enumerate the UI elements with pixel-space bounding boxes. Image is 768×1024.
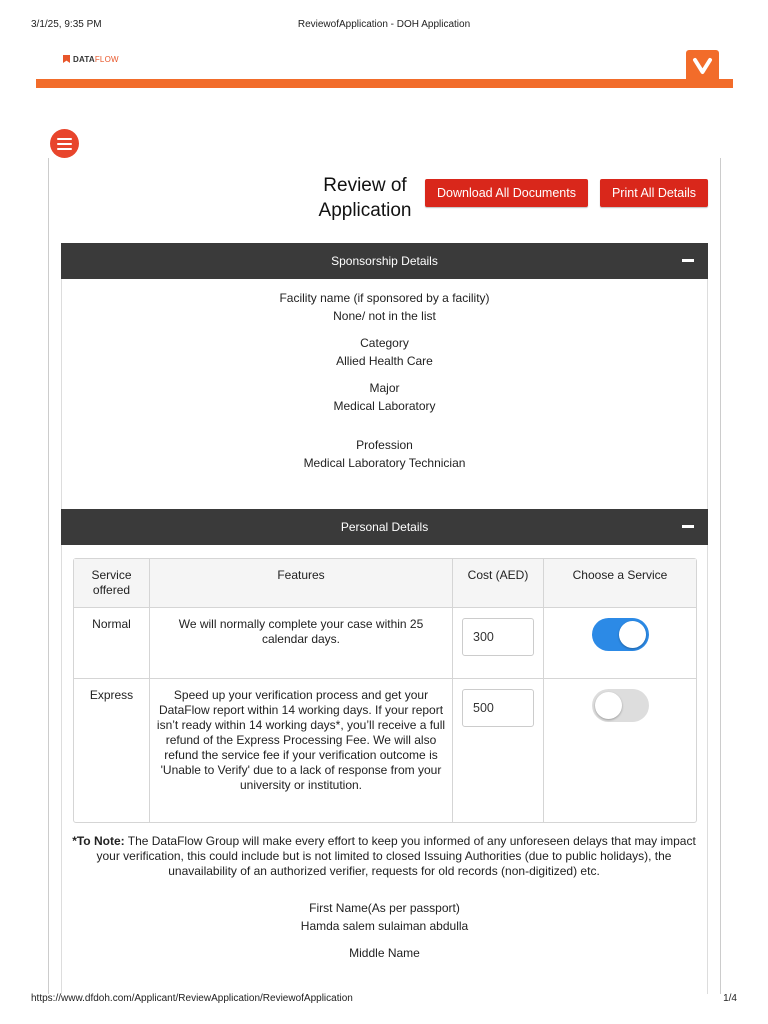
- frame-border-left: [48, 158, 49, 994]
- service-name: Express: [74, 679, 150, 822]
- personal-details-title: Personal Details: [340, 520, 429, 534]
- header-accent-bar: [36, 79, 733, 88]
- collapse-minus-icon[interactable]: [682, 525, 694, 528]
- field-label: Profession: [356, 438, 413, 452]
- sponsorship-details-header[interactable]: [61, 243, 708, 279]
- service-table: [73, 558, 697, 823]
- column-header: Cost (AED): [453, 559, 544, 607]
- middle-name-field: [61, 944, 708, 962]
- table-row-express: [74, 679, 696, 822]
- print-all-details-button[interactable]: Print All Details: [600, 179, 708, 207]
- choose-cell: [544, 608, 696, 678]
- page-title-line1: Review of: [323, 175, 407, 196]
- cost-cell: [453, 679, 544, 822]
- field-label: Major: [369, 381, 400, 395]
- cost-input[interactable]: 500: [462, 689, 534, 727]
- table-header-row: [74, 559, 696, 608]
- field-value: Hamda salem sulaiman abdulla: [300, 919, 469, 933]
- hamburger-menu-icon[interactable]: [50, 129, 79, 158]
- delay-note: [66, 834, 702, 879]
- dataflow-logo[interactable]: [63, 53, 119, 65]
- note-label: *To Note:: [72, 834, 125, 848]
- frame-border-right: [720, 158, 721, 994]
- service-features: We will normally complete your case within 25 calendar days.: [150, 608, 453, 678]
- column-header: Choose a Service: [572, 568, 668, 582]
- express-service-toggle[interactable]: [592, 689, 649, 722]
- service-features: Speed up your verification process and get your DataFlow report within 14 working days. If your report isn’t ready within 14 working days*, you’ll receive a full refund of the Express Processing Fee. We will also refund the service fee if your verification outcome is 'Unable to Verify' due to a lack of response from your university or institution.: [150, 679, 453, 822]
- toggle-knob: [595, 692, 622, 719]
- toggle-knob: [619, 621, 646, 648]
- logo-mark-icon: [63, 55, 70, 63]
- service-name: Normal: [74, 608, 150, 678]
- profession-field: [61, 436, 708, 472]
- field-value: Medical Laboratory: [333, 399, 436, 413]
- cost-cell: [453, 608, 544, 678]
- major-field: [61, 379, 708, 415]
- field-label: Category: [360, 336, 409, 350]
- download-all-documents-button[interactable]: Download All Documents: [425, 179, 588, 207]
- print-page-number: 1/4: [723, 993, 737, 1004]
- facility-field: [61, 289, 708, 325]
- choose-cell: [544, 679, 696, 822]
- logo-text-flow: FLOW: [94, 54, 119, 64]
- field-value: None/ not in the list: [333, 309, 436, 323]
- column-header: Service offered: [74, 559, 150, 607]
- category-field: [61, 334, 708, 370]
- normal-service-toggle[interactable]: [592, 618, 649, 651]
- collapse-minus-icon[interactable]: [682, 259, 694, 262]
- print-page-title: ReviewofApplication - DOH Application: [297, 19, 471, 30]
- note-text: The DataFlow Group will make every effort to keep you informed of any unforeseen delays that may impact your verification, this could include but is not limited to closed Issuing Authorities (due to public holidays), the unavailability of an authorized verifier, requests for old records (non-digitized) etc.: [96, 834, 696, 878]
- field-label: Middle Name: [349, 946, 420, 960]
- field-value: Allied Health Care: [336, 354, 433, 368]
- page-title: [300, 173, 430, 223]
- cost-input[interactable]: 300: [462, 618, 534, 656]
- print-url: https://www.dfdoh.com/Applicant/ReviewApplication/ReviewofApplication: [31, 993, 353, 1004]
- logo-text-data: DATA: [73, 54, 95, 64]
- field-label: Facility name (if sponsored by a facility): [279, 291, 490, 305]
- page-title-line2: Application: [318, 200, 412, 221]
- field-value: Medical Laboratory Technician: [303, 456, 466, 470]
- sponsorship-details-title: Sponsorship Details: [331, 254, 438, 268]
- print-datetime: 3/1/25, 9:35 PM: [31, 19, 102, 30]
- personal-details-header[interactable]: [61, 509, 708, 545]
- table-row-normal: [74, 608, 696, 679]
- column-header: Features: [150, 559, 453, 607]
- print-header: [0, 19, 768, 33]
- first-name-field: [61, 899, 708, 935]
- field-label: First Name(As per passport): [309, 901, 460, 915]
